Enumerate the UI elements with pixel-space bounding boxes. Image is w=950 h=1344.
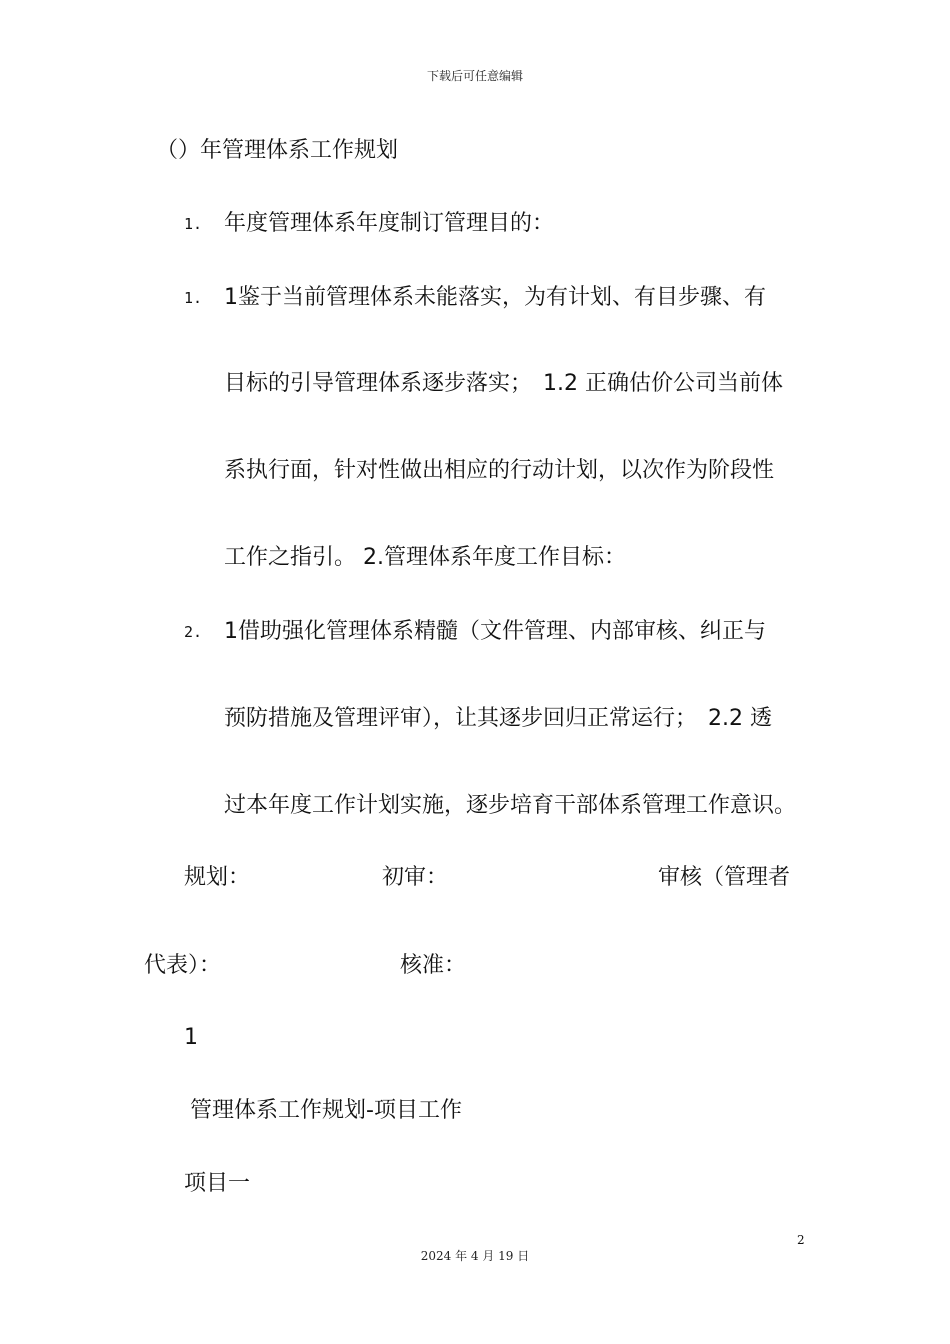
signature-first-review-label: 初审：: [382, 865, 449, 890]
list-item-text: 年度管理体系年度制订管理目的：: [224, 211, 555, 236]
paragraph-line: 目标的引导管理体系逐步落实； 1.2 正确估价公司当前体: [224, 371, 783, 396]
page-number: 2: [797, 1233, 805, 1247]
list-item-text: 1借助强化管理体系精髓（文件管理、内部审核、纠正与: [224, 619, 766, 644]
signature-approve-label: 核准：: [400, 953, 467, 978]
list-marker: 1.: [184, 215, 203, 233]
page-marker: 1: [184, 1025, 198, 1050]
section-subtitle: 管理体系工作规划-项目工作: [190, 1098, 462, 1123]
paragraph-line: 工作之指引。 2.管理体系年度工作目标：: [224, 545, 626, 570]
signature-rep-label: 代表）：: [144, 953, 222, 978]
list-marker: 2.: [184, 623, 203, 641]
paragraph-line: 预防措施及管理评审），让其逐步回归正常运行； 2.2 透: [224, 706, 772, 731]
footer-date: 2024 年 4 月 19 日: [420, 1249, 530, 1263]
signature-planner-label: 规划：: [184, 865, 251, 890]
paragraph-line: 系执行面，针对性做出相应的行动计划，以次作为阶段性: [224, 458, 775, 483]
list-marker: 1.: [184, 289, 203, 307]
page-header: 下载后可任意编辑: [426, 69, 523, 83]
project-label: 项目一: [184, 1171, 251, 1196]
document-title: （）年管理体系工作规划: [156, 138, 399, 163]
paragraph-line: 过本年度工作计划实施，逐步培育干部体系管理工作意识。: [224, 793, 797, 818]
list-item-text: 1鉴于当前管理体系未能落实，为有计划、有目步骤、有: [224, 285, 766, 310]
signature-review-label: 审核（管理者: [658, 865, 791, 890]
